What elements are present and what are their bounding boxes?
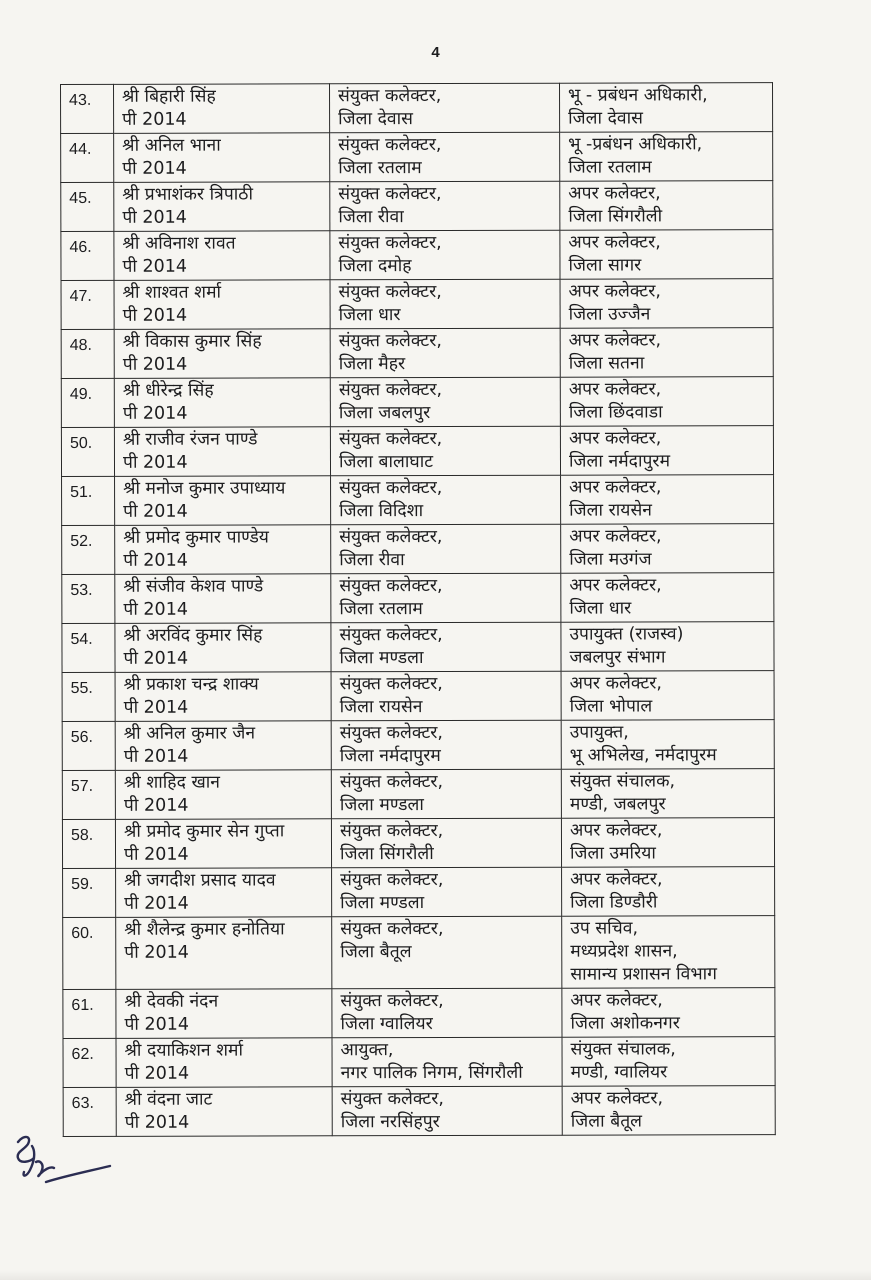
table-row bbox=[62, 573, 774, 624]
new-posting-line: जिला रायसेन bbox=[569, 500, 653, 521]
officer-name-cell bbox=[114, 378, 330, 428]
officer-name: श्री अनिल कुमार जैन bbox=[123, 723, 256, 744]
new-posting-cell bbox=[559, 83, 772, 133]
officer-name-cell bbox=[115, 476, 331, 526]
current-posting-cell bbox=[330, 181, 560, 231]
officer-name-cell bbox=[115, 623, 331, 673]
current-posting-line: संयुक्त कलेक्टर, bbox=[339, 624, 443, 646]
serial-number-cell: 47. bbox=[61, 280, 114, 329]
new-posting-line: जिला देवास bbox=[568, 108, 643, 129]
table-row bbox=[61, 377, 773, 428]
officer-batch: पी 2014 bbox=[122, 109, 187, 130]
new-posting-cell bbox=[560, 230, 773, 280]
new-posting-cell bbox=[560, 279, 773, 329]
table-body bbox=[61, 83, 776, 1137]
table-row bbox=[61, 181, 773, 232]
new-posting-line: अपर कलेक्टर, bbox=[569, 526, 662, 547]
current-posting-line: जिला रायसेन bbox=[339, 697, 423, 718]
current-posting-line: संयुक्त कलेक्टर, bbox=[338, 380, 443, 401]
new-posting-line: जिला उमरिया bbox=[569, 843, 656, 864]
serial-number-cell: 61. bbox=[63, 989, 116, 1038]
current-posting-cell bbox=[332, 988, 562, 1038]
officer-batch: पी 2014 bbox=[124, 1063, 190, 1084]
officer-name: श्री अविनाश रावत bbox=[122, 233, 236, 254]
serial-number-cell: 45. bbox=[61, 182, 114, 231]
current-posting-line: जिला दमोह bbox=[338, 256, 412, 277]
handwritten-signature-icon bbox=[10, 1132, 120, 1202]
current-posting-cell bbox=[332, 1086, 562, 1136]
table-row bbox=[63, 1037, 775, 1088]
current-posting-cell bbox=[330, 230, 560, 280]
current-posting-line: नगर पालिक निगम, सिंगरौली bbox=[340, 1062, 523, 1084]
new-posting-line: भू अभिलेख, नर्मदापुरम bbox=[569, 745, 717, 766]
current-posting-line: जिला मण्डला bbox=[339, 795, 424, 816]
new-posting-line: अपर कलेक्टर, bbox=[568, 428, 662, 449]
new-posting-line: मण्डी, ग्वालियर bbox=[570, 1062, 668, 1083]
current-posting-line: जिला रीवा bbox=[338, 207, 404, 228]
table-row bbox=[63, 1086, 775, 1137]
serial-number-cell: 57. bbox=[62, 770, 115, 819]
current-posting-line: जिला रीवा bbox=[339, 550, 405, 571]
current-posting-line: संयुक्त कलेक्टर, bbox=[340, 918, 444, 940]
current-posting-cell bbox=[330, 279, 560, 329]
current-posting-line: जिला नर्मदापुरम bbox=[339, 746, 441, 767]
transfer-list-table bbox=[60, 82, 776, 1137]
new-posting-cell bbox=[561, 818, 774, 868]
officer-batch: पी 2014 bbox=[124, 893, 189, 914]
table-row bbox=[63, 916, 775, 990]
serial-number-cell: 44. bbox=[61, 133, 114, 182]
new-posting-line: जिला धार bbox=[569, 598, 632, 619]
scan-edge bbox=[0, 1270, 871, 1280]
serial-number-cell: 49. bbox=[61, 378, 114, 427]
table-row bbox=[63, 988, 775, 1039]
new-posting-line: जिला छिंदवाडा bbox=[568, 402, 663, 423]
officer-batch: पी 2014 bbox=[122, 207, 187, 228]
officer-name: श्री वंदना जाट bbox=[124, 1089, 213, 1110]
current-posting-cell bbox=[331, 720, 561, 770]
current-posting-line: जिला सिंगरौली bbox=[339, 844, 434, 865]
officer-name-cell bbox=[116, 1038, 332, 1088]
current-posting-cell bbox=[331, 573, 561, 623]
new-posting-cell bbox=[561, 622, 774, 672]
officer-batch: पी 2014 bbox=[122, 158, 187, 179]
current-posting-line: संयुक्त कलेक्टर, bbox=[338, 429, 443, 450]
new-posting-cell bbox=[561, 524, 774, 574]
new-posting-line: अपर कलेक्टर, bbox=[570, 990, 663, 1011]
current-posting-line: संयुक्त कलेक्टर, bbox=[339, 576, 443, 597]
current-posting-cell bbox=[331, 818, 561, 868]
current-posting-line: जिला मैहर bbox=[338, 354, 406, 375]
new-posting-cell bbox=[561, 573, 774, 623]
new-posting-line: उपायुक्त, bbox=[569, 722, 629, 743]
officer-batch: पी 2014 bbox=[124, 1014, 190, 1035]
officer-name-cell bbox=[115, 574, 331, 624]
officer-name: श्री विकास कुमार सिंह bbox=[122, 331, 262, 352]
current-posting-cell bbox=[330, 328, 560, 378]
current-posting-cell bbox=[332, 916, 562, 989]
officer-batch: पी 2014 bbox=[124, 942, 189, 963]
new-posting-line: भू -प्रबंधन अधिकारी, bbox=[568, 134, 703, 155]
serial-number-cell: 46. bbox=[61, 231, 114, 280]
officer-name-cell bbox=[115, 819, 331, 869]
serial-number-cell: 43. bbox=[61, 84, 114, 133]
officer-name-cell bbox=[115, 672, 331, 722]
serial-number-cell: 51. bbox=[62, 476, 115, 525]
officer-name-cell bbox=[116, 989, 332, 1039]
current-posting-cell bbox=[330, 426, 560, 476]
officer-name-cell bbox=[114, 280, 330, 330]
new-posting-cell bbox=[562, 988, 775, 1038]
new-posting-line: जिला सागर bbox=[568, 255, 642, 276]
serial-number-cell: 54. bbox=[62, 623, 115, 672]
officer-name: श्री शाश्वत शर्मा bbox=[122, 282, 222, 303]
officer-name: श्री अनिल भाना bbox=[122, 135, 221, 156]
current-posting-cell bbox=[331, 671, 561, 721]
current-posting-cell bbox=[330, 83, 560, 133]
table-row bbox=[62, 671, 774, 722]
current-posting-line: संयुक्त कलेक्टर, bbox=[339, 478, 443, 499]
new-posting-line: जिला भोपाल bbox=[569, 696, 653, 717]
officer-name: श्री दयाकिशन शर्मा bbox=[124, 1040, 244, 1061]
new-posting-cell bbox=[562, 1037, 775, 1087]
new-posting-line: मध्यप्रदेश शासन, bbox=[570, 941, 678, 962]
new-posting-cell bbox=[560, 132, 773, 182]
current-posting-line: जिला रतलाम bbox=[339, 599, 423, 620]
officer-batch: पी 2014 bbox=[123, 501, 188, 522]
new-posting-cell bbox=[561, 475, 774, 525]
current-posting-line: संयुक्त कलेक्टर, bbox=[339, 771, 444, 793]
new-posting-line: उप सचिव, bbox=[570, 918, 639, 939]
officer-name: श्री प्रमोद कुमार सेन गुप्ता bbox=[123, 821, 285, 842]
current-posting-line: जिला बालाघाट bbox=[338, 452, 434, 473]
current-posting-line: संयुक्त कलेक्टर, bbox=[339, 673, 443, 695]
current-posting-line: संयुक्त कलेक्टर, bbox=[340, 869, 444, 891]
table-row bbox=[62, 622, 774, 673]
new-posting-cell bbox=[560, 328, 773, 378]
serial-number-cell: 59. bbox=[63, 868, 116, 917]
officer-name-cell bbox=[114, 231, 330, 281]
serial-number-cell: 62. bbox=[63, 1038, 116, 1087]
officer-name: श्री प्रकाश चन्द्र शाक्य bbox=[123, 674, 259, 695]
officer-name: श्री धीरेन्द्र सिंह bbox=[122, 380, 214, 401]
new-posting-line: जिला डिण्डौरी bbox=[570, 892, 658, 913]
current-posting-line: आयुक्त, bbox=[340, 1040, 394, 1061]
serial-number-cell: 60. bbox=[63, 917, 116, 989]
officer-name-cell bbox=[114, 182, 330, 232]
new-posting-line: अपर कलेक्टर, bbox=[569, 820, 663, 841]
officer-name-cell bbox=[115, 721, 331, 771]
current-posting-line: जिला मण्डला bbox=[340, 893, 425, 914]
officer-name-cell bbox=[114, 84, 330, 134]
officer-name: श्री शैलेन्द्र कुमार हनोतिया bbox=[124, 919, 285, 940]
new-posting-cell bbox=[562, 916, 775, 989]
new-posting-line: अपर कलेक्टर, bbox=[570, 869, 663, 890]
officer-name-cell bbox=[114, 133, 330, 183]
serial-number-cell: 58. bbox=[62, 819, 115, 868]
new-posting-line: जिला बैतूल bbox=[570, 1111, 643, 1132]
new-posting-line: जिला मउगंज bbox=[569, 549, 652, 570]
new-posting-line: अपर कलेक्टर, bbox=[569, 673, 663, 694]
table-row bbox=[61, 83, 773, 134]
new-posting-cell bbox=[561, 720, 774, 770]
new-posting-cell bbox=[561, 671, 774, 721]
current-posting-line: संयुक्त कलेक्टर, bbox=[338, 135, 442, 156]
new-posting-line: अपर कलेक्टर, bbox=[569, 575, 662, 596]
new-posting-line: संयुक्त संचालक, bbox=[570, 1039, 676, 1060]
new-posting-line: जबलपुर संभाग bbox=[569, 647, 666, 668]
table-row bbox=[61, 230, 773, 281]
new-posting-line: अपर कलेक्टर, bbox=[568, 232, 661, 253]
table-row bbox=[62, 818, 774, 869]
new-posting-line: संयुक्त संचालक, bbox=[569, 771, 676, 792]
officer-name: श्री प्रभाशंकर त्रिपाठी bbox=[122, 184, 254, 205]
officer-batch: पी 2014 bbox=[124, 1112, 190, 1133]
officer-name-cell bbox=[114, 329, 330, 379]
table-row bbox=[62, 769, 774, 820]
serial-number-cell: 53. bbox=[62, 574, 115, 623]
serial-number-cell: 50. bbox=[61, 427, 114, 476]
current-posting-line: संयुक्त कलेक्टर, bbox=[340, 1088, 444, 1110]
current-posting-line: जिला ग्वालियर bbox=[340, 1014, 433, 1035]
current-posting-line: जिला रतलाम bbox=[338, 158, 422, 179]
new-posting-line: मण्डी, जबलपुर bbox=[569, 794, 666, 815]
new-posting-line: भू - प्रबंधन अधिकारी, bbox=[568, 85, 708, 106]
new-posting-line: अपर कलेक्टर, bbox=[569, 477, 662, 498]
current-posting-line: संयुक्त कलेक्टर, bbox=[338, 282, 442, 303]
current-posting-cell bbox=[331, 769, 561, 819]
new-posting-line: अपर कलेक्टर, bbox=[568, 379, 662, 400]
serial-number-cell: 56. bbox=[62, 721, 115, 770]
new-posting-cell bbox=[560, 377, 773, 427]
serial-number-cell: 55. bbox=[62, 672, 115, 721]
officer-batch: पी 2014 bbox=[122, 354, 188, 375]
new-posting-line: अपर कलेक्टर, bbox=[568, 281, 661, 302]
new-posting-line: उपायुक्त (राजस्व) bbox=[569, 624, 684, 645]
current-posting-cell bbox=[332, 1037, 562, 1087]
current-posting-line: जिला जबलपुर bbox=[338, 403, 431, 424]
current-posting-cell bbox=[331, 475, 561, 525]
current-posting-line: जिला बैतूल bbox=[340, 942, 412, 963]
current-posting-line: संयुक्त कलेक्टर, bbox=[338, 233, 442, 254]
current-posting-line: जिला धार bbox=[338, 305, 401, 326]
officer-batch: पी 2014 bbox=[122, 452, 188, 473]
officer-name-cell bbox=[115, 525, 331, 575]
current-posting-line: संयुक्त कलेक्टर, bbox=[340, 990, 444, 1012]
serial-number-cell: 48. bbox=[61, 329, 114, 378]
current-posting-line: संयुक्त कलेक्टर, bbox=[338, 86, 442, 107]
page-number: 4 bbox=[431, 44, 440, 61]
officer-batch: पी 2014 bbox=[123, 648, 189, 669]
current-posting-line: जिला नरसिंहपुर bbox=[340, 1112, 440, 1133]
current-posting-cell bbox=[330, 377, 560, 427]
officer-name: श्री प्रमोद कुमार पाण्डेय bbox=[123, 527, 269, 548]
officer-name: श्री देवकी नंदन bbox=[124, 991, 219, 1012]
current-posting-cell bbox=[331, 524, 561, 574]
table-row bbox=[61, 279, 773, 330]
officer-name: श्री अरविंद कुमार सिंह bbox=[123, 625, 263, 646]
table-row bbox=[61, 132, 773, 183]
current-posting-line: संयुक्त कलेक्टर, bbox=[339, 820, 444, 842]
new-posting-cell bbox=[560, 426, 773, 476]
officer-batch: पी 2014 bbox=[123, 599, 188, 620]
current-posting-line: संयुक्त कलेक्टर, bbox=[338, 184, 442, 205]
officer-name: श्री राजीव रंजन पाण्डे bbox=[122, 429, 258, 450]
officer-batch: पी 2014 bbox=[122, 403, 188, 424]
new-posting-line: जिला सतना bbox=[568, 353, 645, 374]
officer-batch: पी 2014 bbox=[123, 844, 189, 865]
new-posting-line: जिला सिंगरौली bbox=[568, 206, 663, 227]
serial-number-cell: 63. bbox=[63, 1087, 116, 1136]
new-posting-cell bbox=[562, 867, 775, 917]
table-row bbox=[62, 524, 774, 575]
new-posting-line: अपर कलेक्टर, bbox=[568, 183, 661, 204]
new-posting-line: जिला नर्मदापुरम bbox=[568, 451, 671, 472]
table-row bbox=[61, 328, 773, 379]
current-posting-line: जिला विदिशा bbox=[339, 501, 424, 522]
current-posting-cell bbox=[331, 622, 561, 672]
new-posting-line: जिला अशोकनगर bbox=[570, 1013, 680, 1034]
table-row bbox=[61, 426, 773, 477]
current-posting-line: जिला मण्डला bbox=[339, 648, 424, 669]
current-posting-line: संयुक्त कलेक्टर, bbox=[339, 527, 443, 548]
officer-name-cell bbox=[116, 917, 332, 990]
officer-name-cell bbox=[114, 427, 330, 477]
serial-number-cell: 52. bbox=[62, 525, 115, 574]
current-posting-cell bbox=[330, 132, 560, 182]
officer-batch: पी 2014 bbox=[123, 697, 189, 718]
new-posting-line: सामान्य प्रशासन विभाग bbox=[570, 964, 718, 985]
new-posting-line: अपर कलेक्टर, bbox=[570, 1088, 664, 1109]
officer-batch: पी 2014 bbox=[123, 795, 189, 816]
officer-batch: पी 2014 bbox=[122, 256, 188, 277]
new-posting-cell bbox=[561, 769, 774, 819]
current-posting-line: संयुक्त कलेक्टर, bbox=[338, 331, 442, 352]
officer-name: श्री बिहारी सिंह bbox=[122, 86, 216, 107]
new-posting-line: जिला उज्जैन bbox=[568, 304, 651, 325]
officer-name-cell bbox=[115, 770, 331, 820]
new-posting-cell bbox=[560, 181, 773, 231]
officer-name: श्री शाहिद खान bbox=[123, 772, 221, 793]
officer-batch: पी 2014 bbox=[122, 305, 188, 326]
officer-name: श्री जगदीश प्रसाद यादव bbox=[124, 870, 276, 891]
officer-name: श्री संजीव केशव पाण्डे bbox=[123, 576, 264, 597]
officer-name-cell bbox=[116, 1087, 332, 1137]
current-posting-line: जिला देवास bbox=[338, 109, 413, 130]
officer-batch: पी 2014 bbox=[123, 746, 189, 767]
current-posting-line: संयुक्त कलेक्टर, bbox=[339, 722, 444, 744]
new-posting-line: अपर कलेक्टर, bbox=[568, 330, 662, 351]
officer-batch: पी 2014 bbox=[123, 550, 188, 571]
new-posting-line: जिला रतलाम bbox=[568, 157, 652, 178]
officer-name: श्री मनोज कुमार उपाध्याय bbox=[123, 478, 286, 499]
current-posting-cell bbox=[332, 867, 562, 917]
table-row bbox=[62, 720, 774, 771]
officer-name-cell bbox=[116, 868, 332, 918]
new-posting-cell bbox=[562, 1086, 775, 1136]
table-row bbox=[62, 475, 774, 526]
table-row bbox=[63, 867, 775, 918]
